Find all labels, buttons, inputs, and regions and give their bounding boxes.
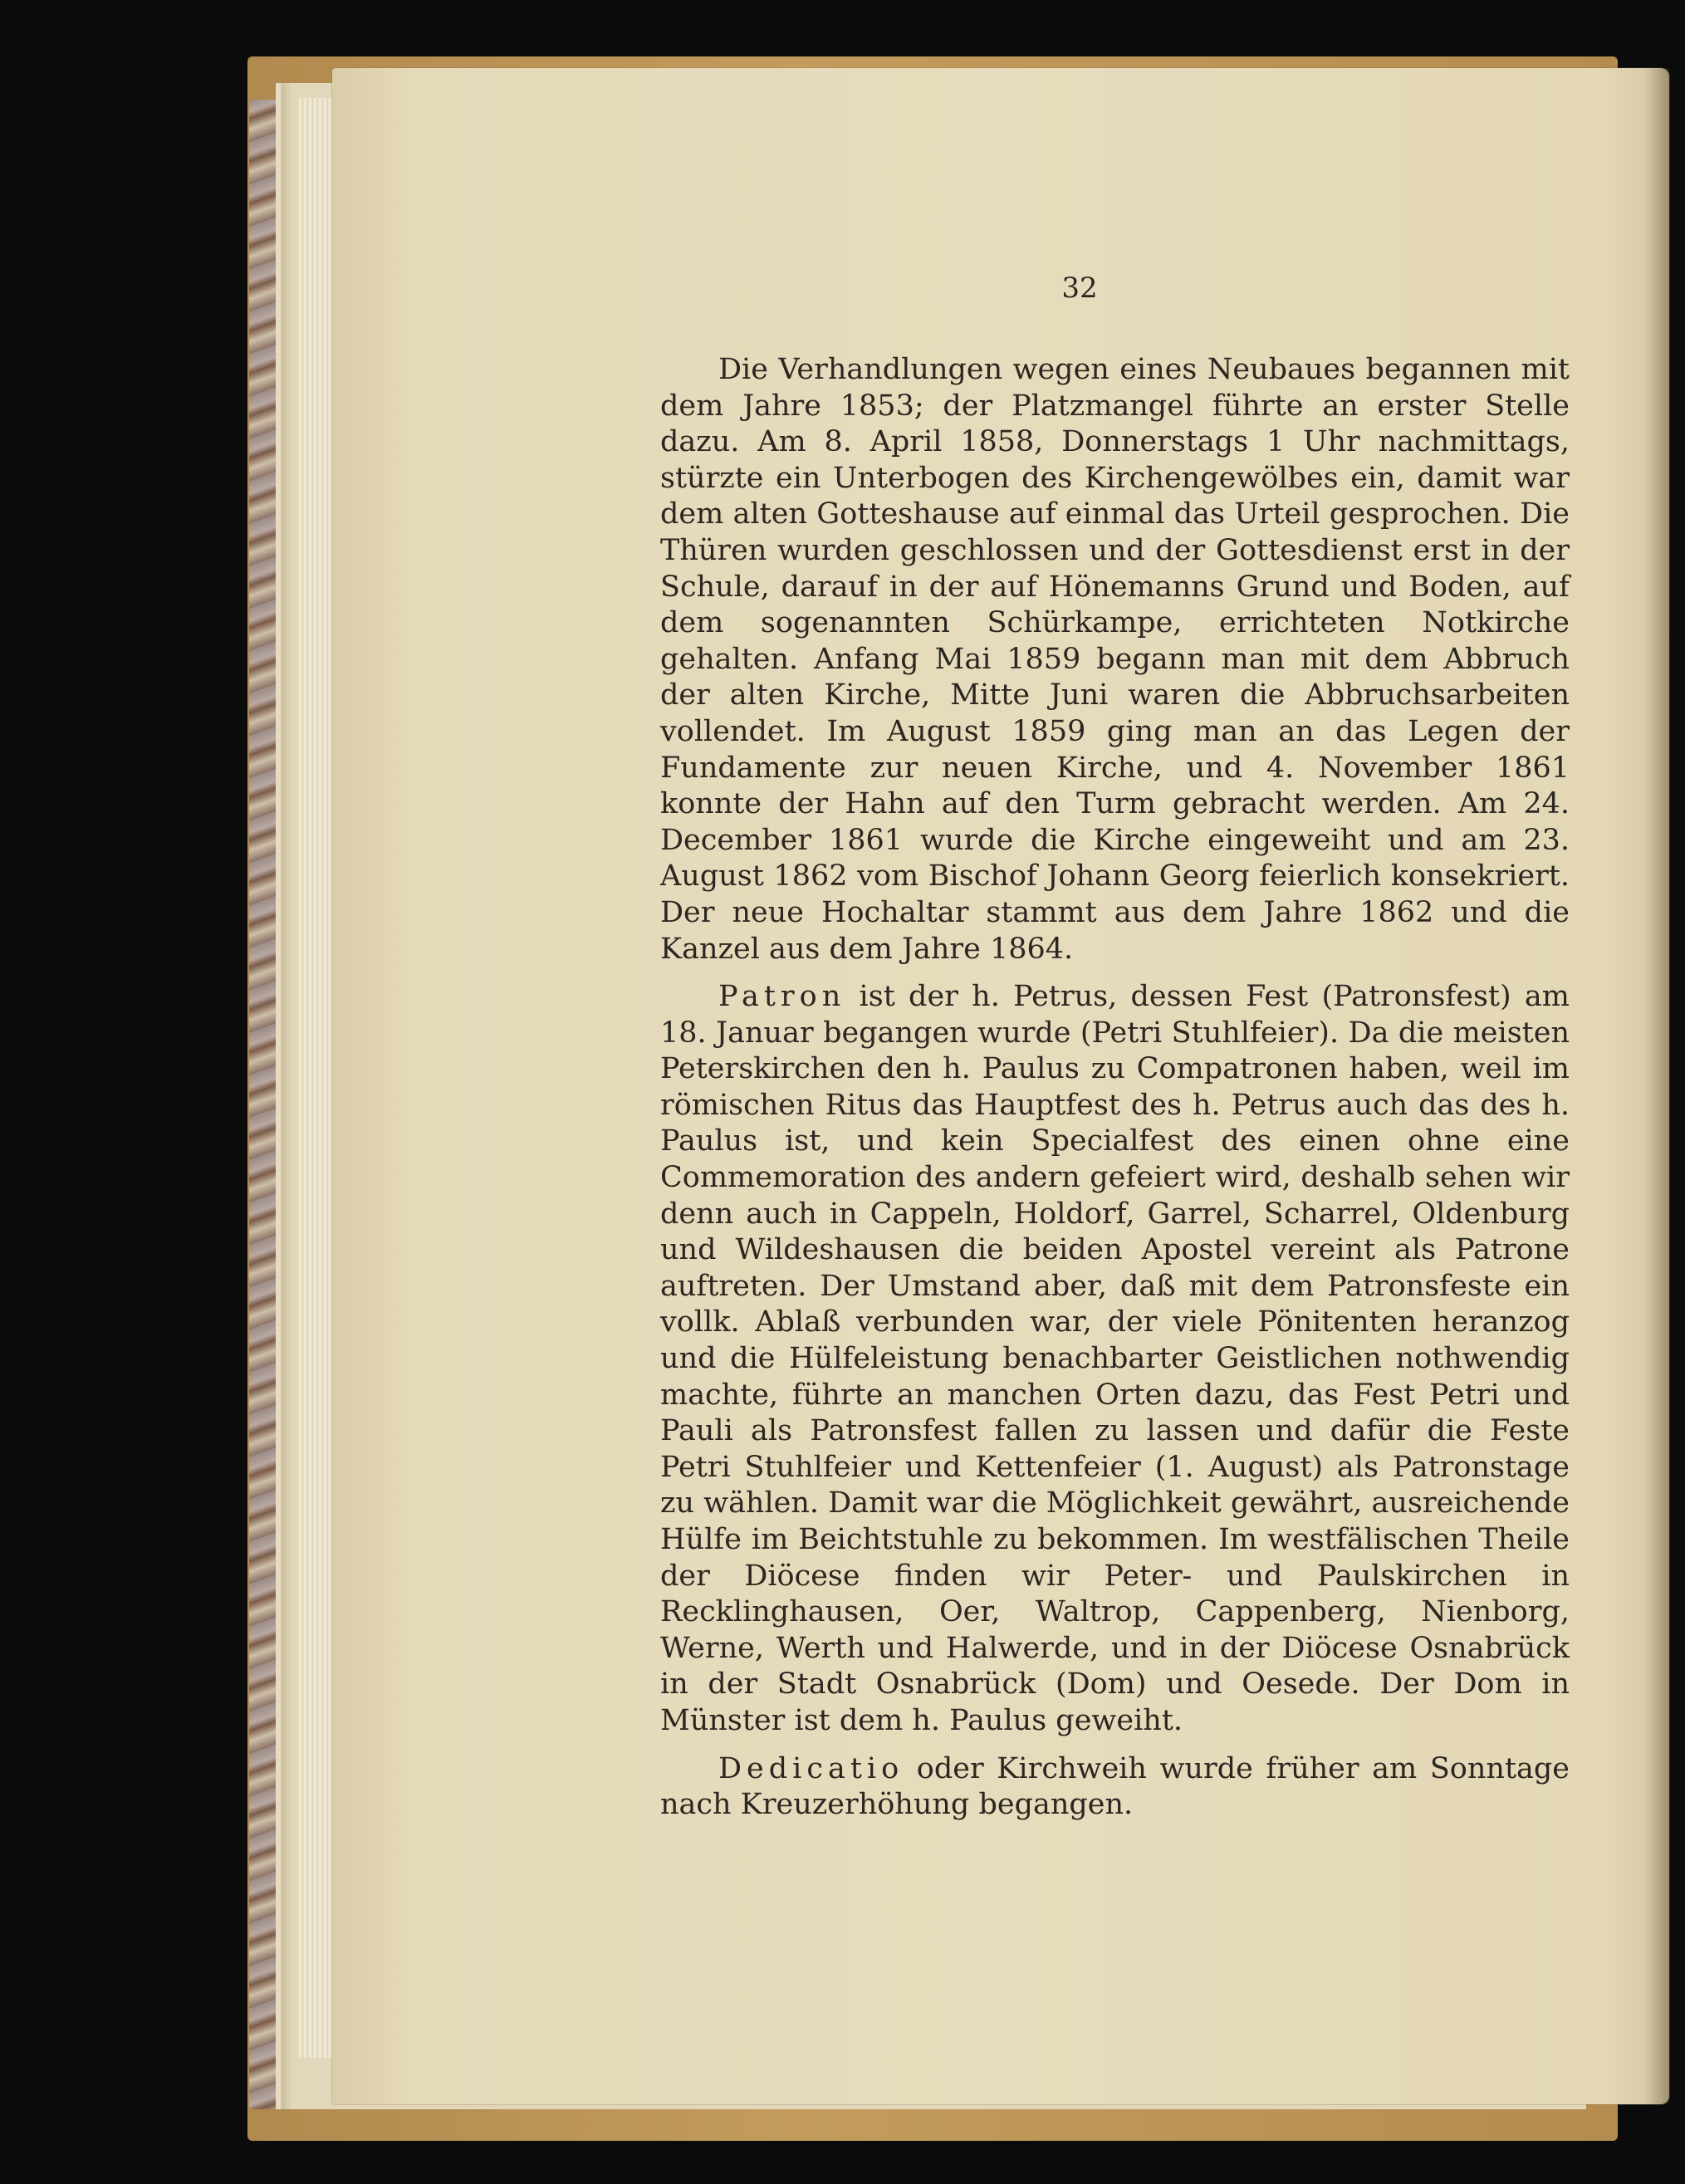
- paragraph-body: ist der h. Petrus, dessen Fest (Patronsfest) am 18. Januar begangen wurde (Petri Stuhlfeier). Da die meisten Peterskirchen den h. Paulus zu Compatronen haben, weil im römischen Ritus das Hauptfest des h. Petrus auch das des h. Paulus ist, und kein Specialfest des einen ohne eine Commemoration des andern gefeiert wird, deshalb sehen wir denn auch in Cappeln, Holdorf, Garrel, Scharrel, Oldenburg und Wildeshausen die beiden Apostel vereint als Patrone auftreten. Der Umstand aber, daß mit dem Patronsfeste ein vollk. Ablaß verbunden war, der viele Pönitenten heranzog und die Hülfeleistung benachbarter Geistlichen nothwendig machte, führte an manchen Orten dazu, das Fest Petri und Pauli als Patronsfest fallen zu lassen und dafür die Feste Petri Stuhlfeier und Kettenfeier (1. August) als Patronstage zu wählen. Damit war die Möglichkeit gewährt, ausreichende Hülfe im Beichtstuhle zu bekommen. Im westfälischen Theile der Diöcese finden wir Peter- und Paulskirchen in Recklinghausen, Oer, Waltrop, Cappenberg, Nienborg, Werne, Werth und Halwerde, und in der Diöcese Osnabrück in der Stadt Osnabrück (Dom) und Oesede. Der Dom in Münster ist dem h. Paulus geweiht.: [660, 980, 1570, 1737]
- paragraph-lead: Dedicatio: [718, 1751, 904, 1785]
- page-text: [660, 271, 1570, 1824]
- paragraph-body: oder Kirchweih wurde früher am Sonntage nach Kreuzerhöhung begangen.: [660, 1751, 1570, 1822]
- paragraph-neubau: [660, 352, 1570, 967]
- paragraph-lead: Patron: [718, 980, 846, 1014]
- paragraph-body: Die Verhandlungen wegen eines Neubaues begannen mit dem Jahre 1853; der Platzmangel führte an erster Stelle dazu. Am 8. April 1858, Donnerstags 1 Uhr nachmittags, stürzte ein Unterbogen des Kirchengewölbes ein, damit war dem alten Gotteshause auf einmal das Urteil gesprochen. Die Thüren wurden geschlossen und der Gottesdienst erst in der Schule, darauf in der auf Hönemanns Grund und Boden, auf dem sogenannten Schürkampe, errichteten Notkirche gehalten. Anfang Mai 1859 begann man mit dem Abbruch der alten Kirche, Mitte Juni waren die Abbruchsarbeiten vollendet. Im August 1859 ging man an das Legen der Fundamente zur neuen Kirche, und 4. November 1861 konnte der Hahn auf den Turm gebracht werden. Am 24. December 1861 wurde die Kirche eingeweiht und am 23. August 1862 vom Bischof Johann Georg feierlich konsekriert. Der neue Hochaltar stammt aus dem Jahre 1862 und die Kanzel aus dem Jahre 1864.: [660, 353, 1570, 966]
- paragraph-patron: [660, 979, 1570, 1739]
- paragraph-dedicatio: [660, 1751, 1570, 1824]
- gutter-shadow: [1644, 68, 1669, 2104]
- page-number: 32: [1061, 272, 1098, 305]
